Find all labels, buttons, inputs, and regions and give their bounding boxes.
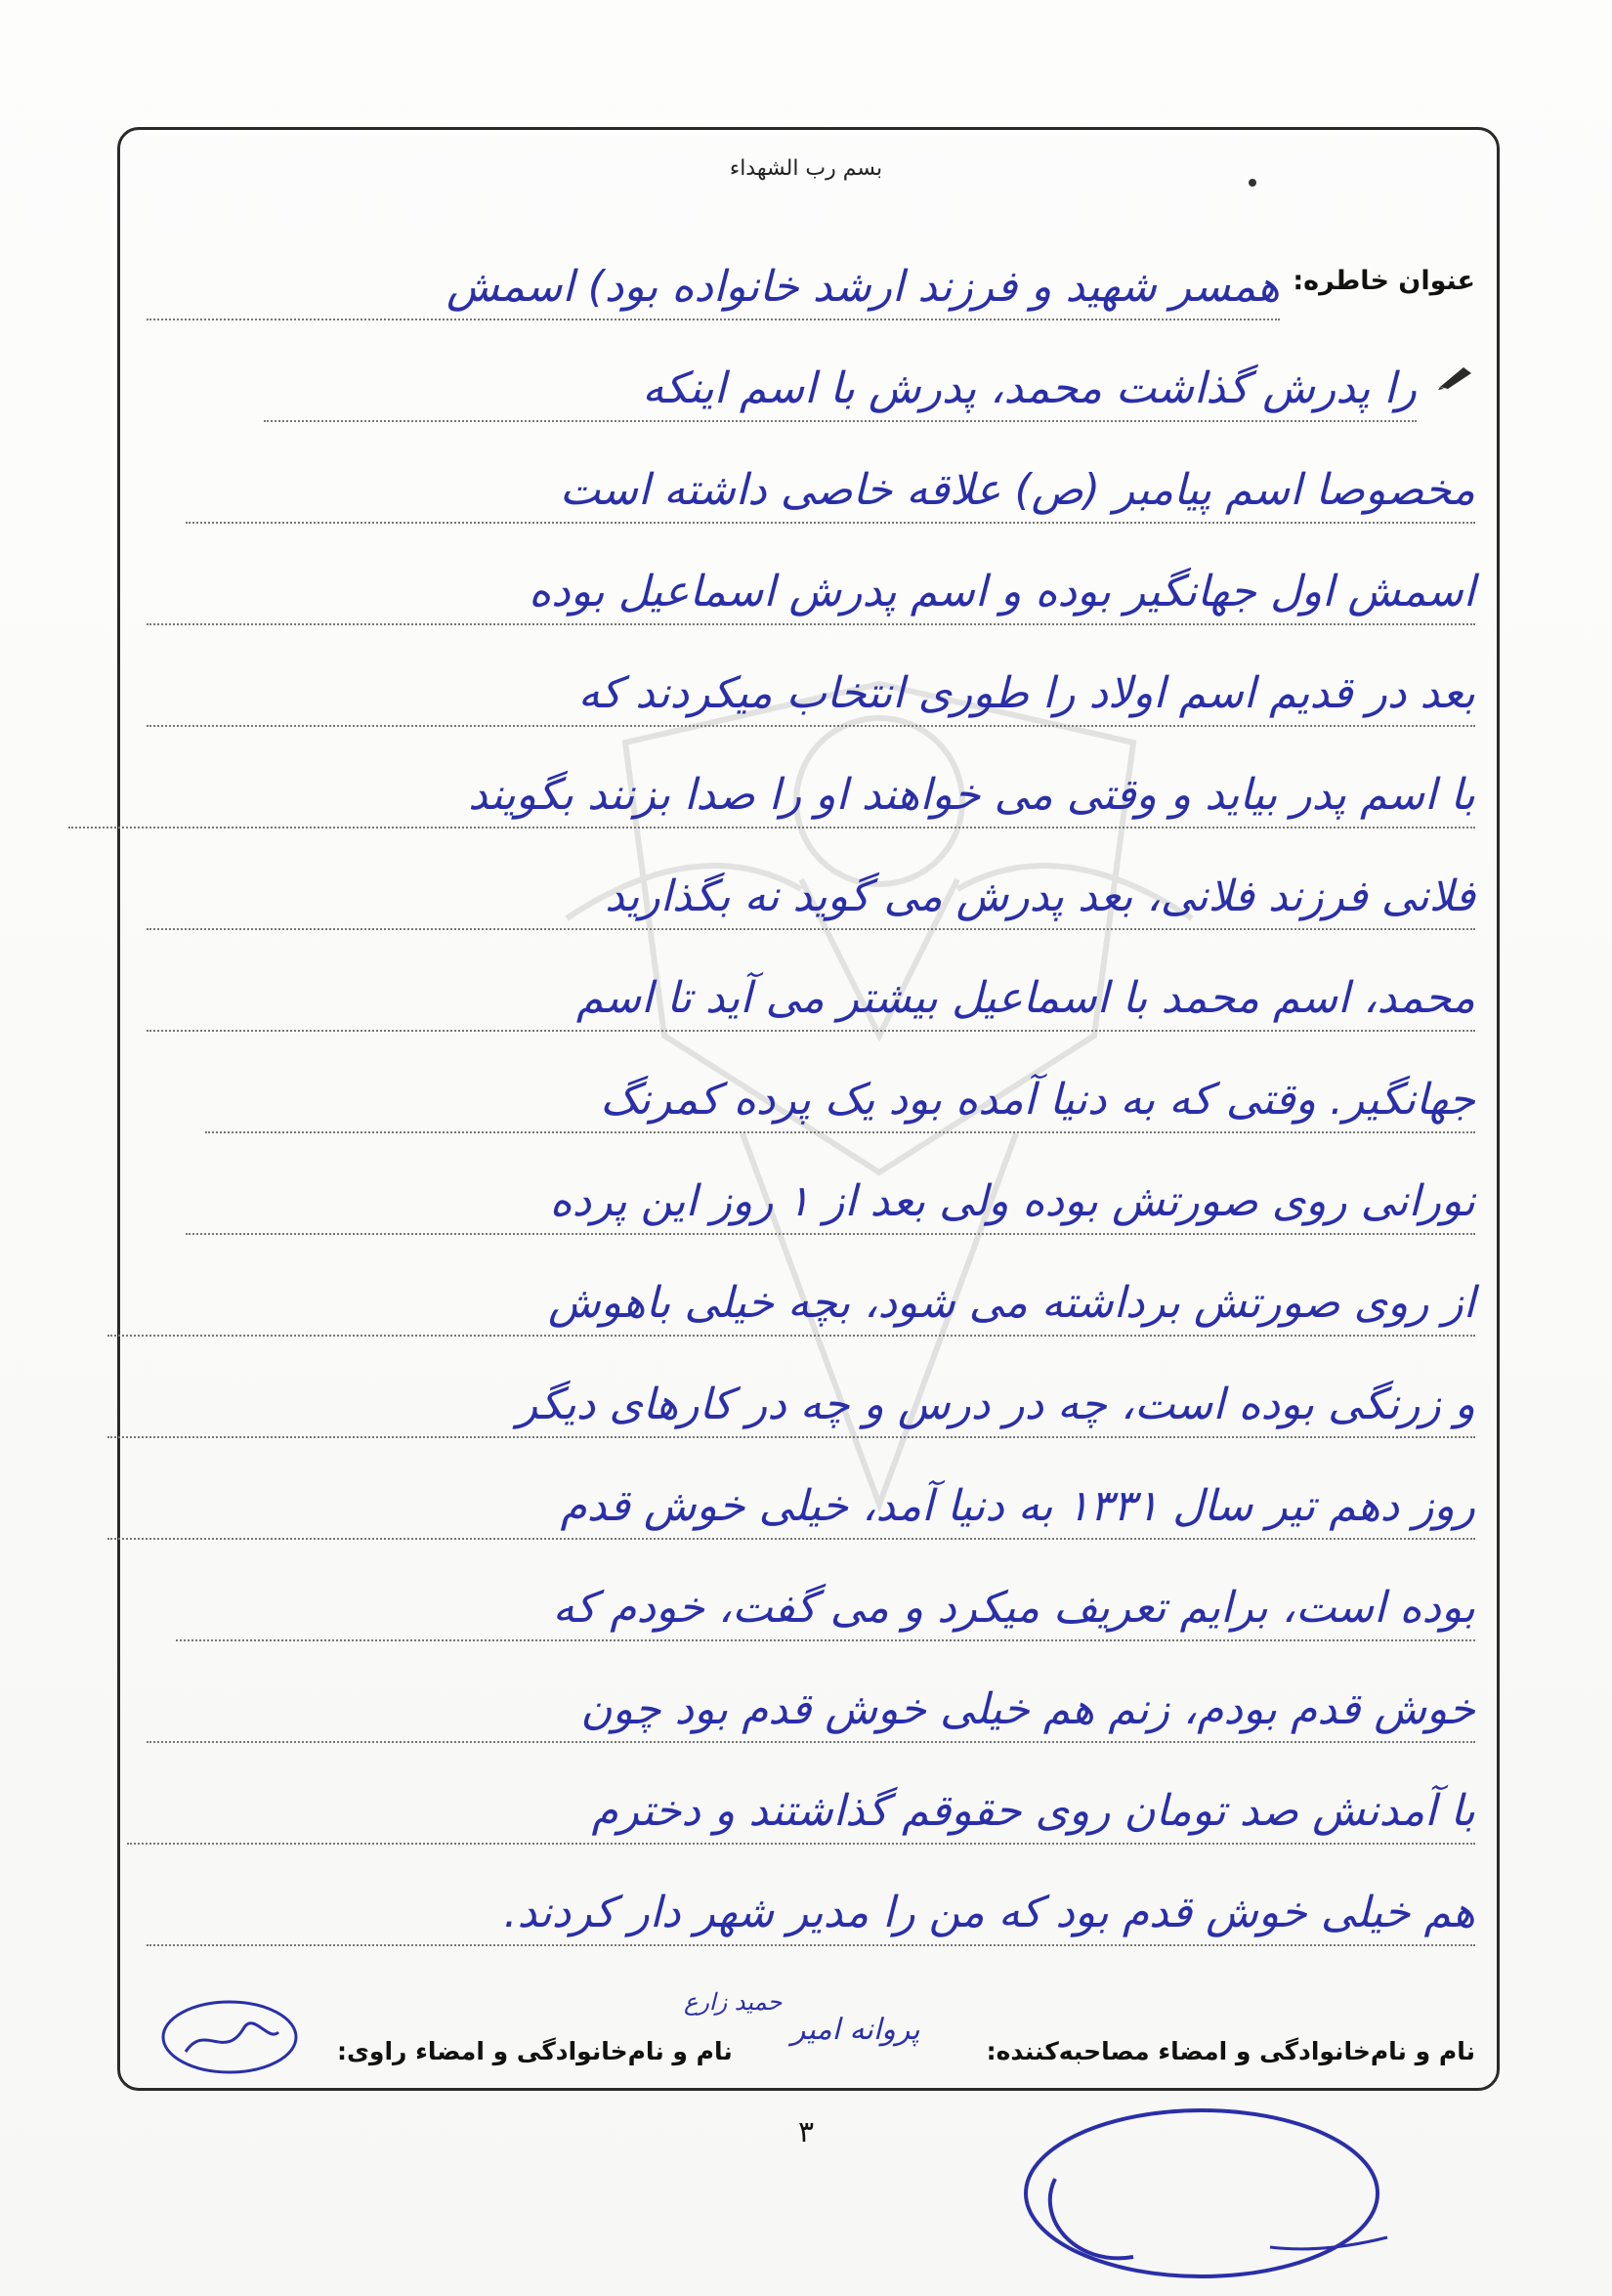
interviewer-signature-label [987,2037,1475,2065]
interviewer-label-text: نام و نام‌خانوادگی و امضاء مصاحبه‌کننده: [986,2037,1475,2065]
body-line: بوده است، برایم تعریف میکرد و می گفت، خودم که [176,1577,1475,1641]
body-line: محمد، اسم محمد با اسماعیل بیشتر می آید تا اسم [147,967,1475,1032]
body-line: از روی صورتش برداشته می شود، بچه خیلی باهوش [107,1272,1475,1337]
narrator-signature [156,1993,303,2081]
ink-speck [1249,179,1256,187]
body-line: جهانگیر. وقتی که به دنیا آمده بود یک پرده کمرنگ [205,1069,1475,1133]
memory-title-label-text: عنوان خاطره: [1293,266,1475,296]
narrator-signature-label: نام و نام‌خانوادگی و امضاء راوی: [337,2037,733,2065]
page-title: بسم رب الشهداء [729,156,883,181]
page-number: ۳ [797,2115,815,2149]
body-line: با اسم پدر بیاید و وقتی می خواهند او را صدا بزنند بگویند [68,764,1475,829]
memory-title-value: همسر شهید و فرزند ارشد خانواده بود) اسمش [147,256,1280,320]
body-line: خوش قدم بودم، زنم هم خیلی خوش قدم بود چون [147,1679,1475,1743]
body-line: را پدرش گذاشت محمد، پدرش با اسم اینکه [264,358,1417,422]
body-line: با آمدنش صد تومان روی حقوقم گذاشتند و دخترم [127,1780,1475,1845]
body-line: بعد در قدیم اسم اولاد را طوری انتخاب میکردند که [147,662,1475,727]
body-line: فلانی فرزند فلانی، بعد پدرش می گوید نه بگذارید [147,866,1475,930]
body-line: نورانی روی صورتش بوده ولی بعد از ۱ روز این پرده [186,1170,1475,1235]
body-line: هم خیلی خوش قدم بود که من را مدیر شهر دار کردند. [147,1882,1475,1946]
handwritten-body [147,0,1475,2296]
interviewer-name: پروانه امیر [790,2013,920,2047]
signature-scribble [997,2101,1407,2296]
body-line: اسمش اول جهانگیر بوده و اسم پدرش اسماعیل بوده [147,561,1475,625]
pen-icon [1436,363,1475,391]
body-line: مخصوصا اسم پیامبر (ص) علاقه خاصی داشته است [186,459,1475,524]
body-line: روز دهم تیر سال ۱۳۳۱ به دنیا آمد، خیلی خوش قدم [107,1475,1475,1540]
interviewer-surname: حمید زارع [684,1988,783,2016]
body-line: و زرنگی بوده است، چه در درس و چه در کارهای دیگر [107,1374,1475,1438]
